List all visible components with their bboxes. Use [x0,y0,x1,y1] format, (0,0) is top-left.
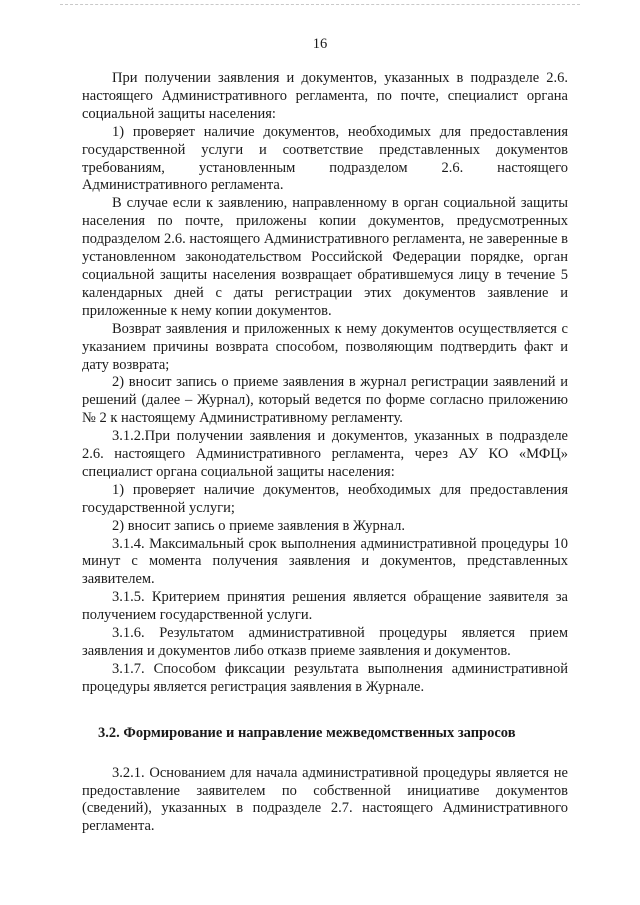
document-body [82,70,568,836]
top-scan-line [60,4,580,6]
paragraph: 1) проверяет наличие документов, необходимых для предоставления государственной услуги и соответствие представленных документов требованиям, установленным подразделом 2.6. настоящего Административного регламента. [82,123,568,194]
paragraph: 2) вносит запись о приеме заявления в Журнал. [112,517,405,534]
paragraph: 3.2.1. Основанием для начала административной процедуры является не предоставление заявителем по собственной инициативе документов (сведений), указанных в подразделе 2.7. настоящего Административного регламента. [82,764,568,835]
paragraph: Возврат заявления и приложенных к нему документов осуществляется с указанием причины возврата способом, позволяющим подтвердить факт и дату возврата; [82,320,568,373]
paragraph: В случае если к заявлению, направленному в орган социальной защиты населения по почте, приложены копии документов, предусмотренных подразделом 2.6. настоящего Административного регламента, не заверенные в установленном законодательством Российской Федерации порядке, орган социальной защиты населения возвращает обратившемуся лицу в течение 5 календарных дней с даты регистрации этих документов заявление и приложенные к нему копии документов. [82,195,568,319]
paragraph: При получении заявления и документов, указанных в подразделе 2.6. настоящего Административного регламента, по почте, специалист органа социальной защиты населения: [82,70,568,122]
paragraph: 3.1.7. Способом фиксации результата выполнения административной процедуры является регистрация заявления в Журнале. [82,660,568,695]
page-number: 16 [312,36,328,52]
paragraph: 3.1.4. Максимальный срок выполнения административной процедуры 10 минут с момента получения заявления и документов, представленных заявителем. [82,535,568,588]
section-heading: 3.2. Формирование и направление межведомственных запросов [98,724,516,741]
paragraph: 3.1.6. Результатом административной процедуры является прием заявления и документов либо отказв приеме заявления и документов. [82,625,568,659]
paragraph: 1) проверяет наличие документов, необходимых для предоставления государственной услуги; [82,481,568,516]
paragraph: 3.1.2.При получении заявления и документов, указанных в подразделе 2.6. настоящего Административного регламента, через АУ КО «МФЦ» специалист органа социальной защиты населения: [82,428,568,480]
paragraph: 2) вносит запись о приеме заявления в журнал регистрации заявлений и решений (далее – Журнал), который ведется по форме согласно приложению № 2 к настоящему Административному регламенту. [82,374,568,427]
paragraph: 3.1.5. Критерием принятия решения является обращение заявителя за получением государственной услуги. [82,589,568,624]
